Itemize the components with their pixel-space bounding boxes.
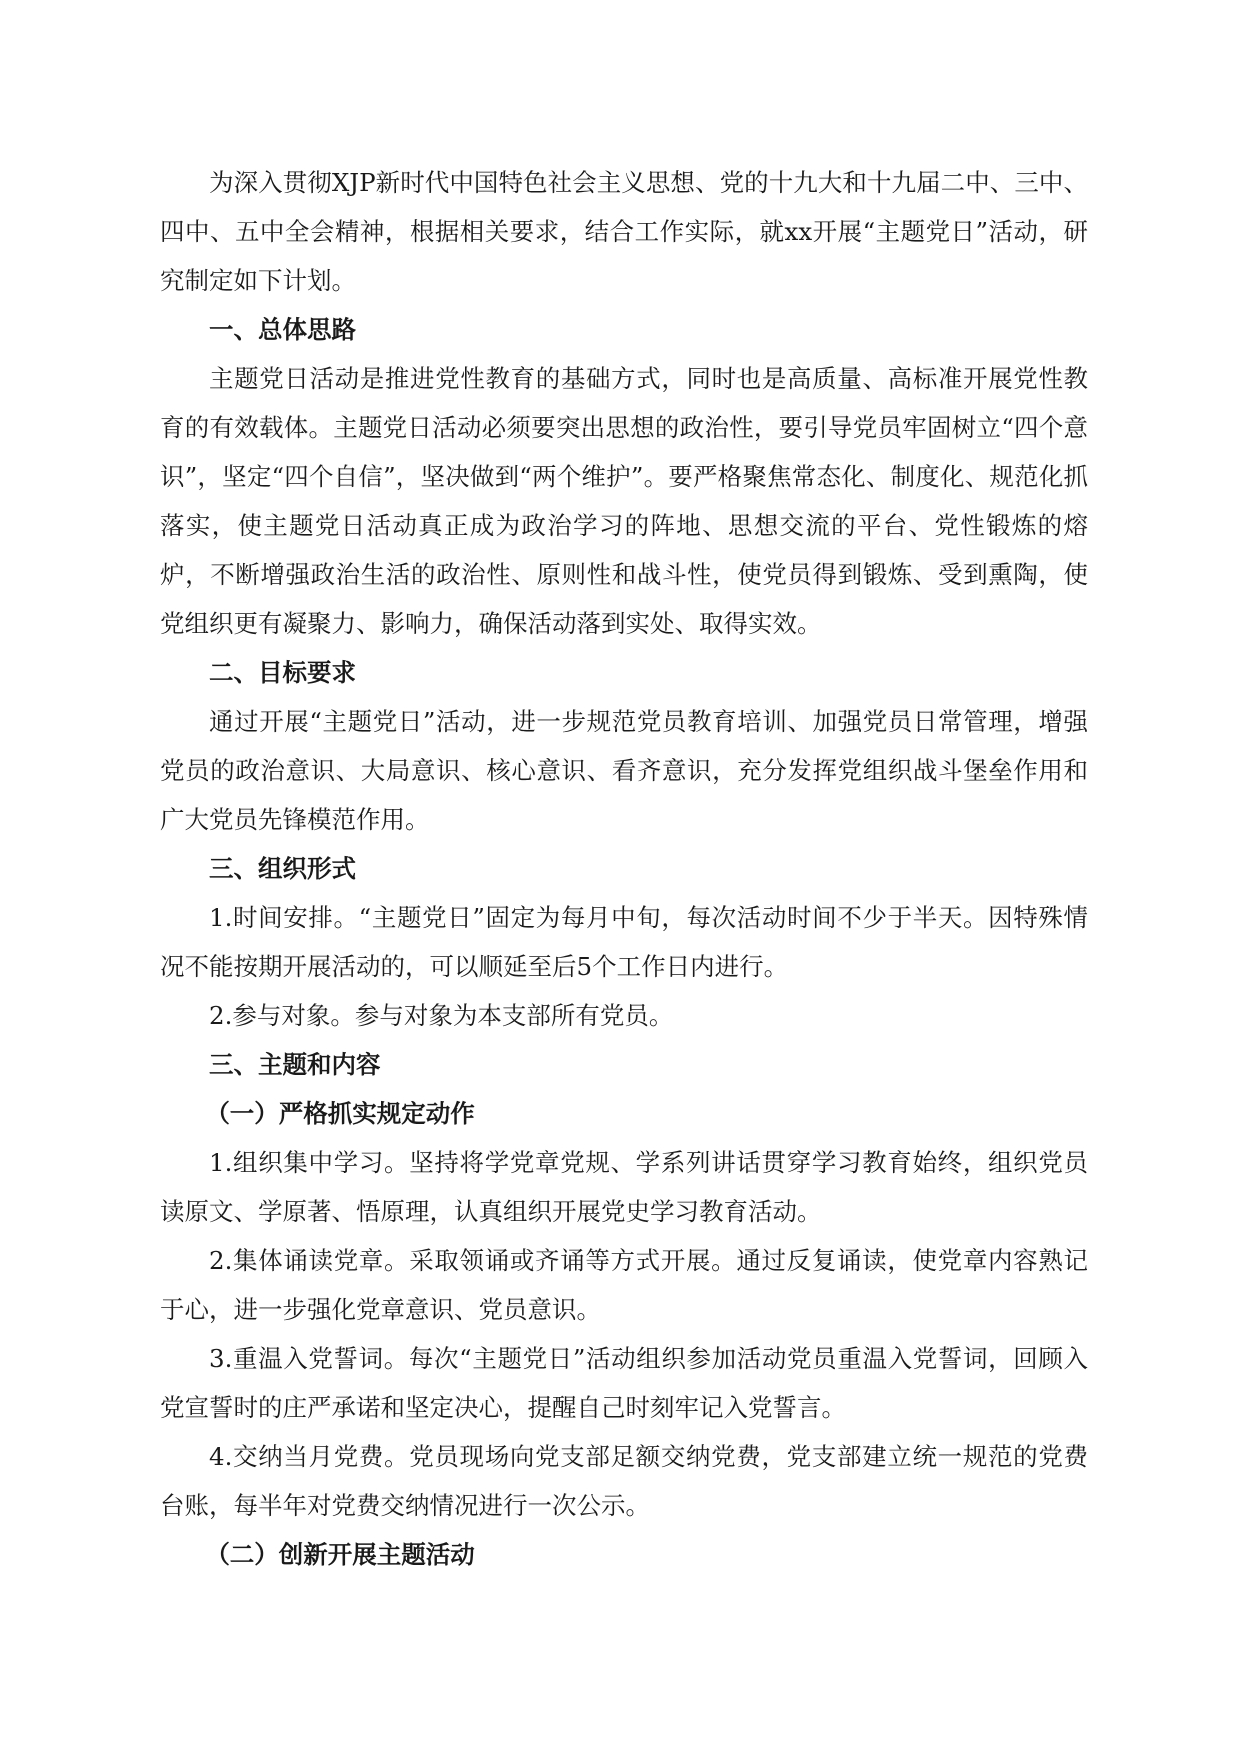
goals-paragraph: 通过开展“主题党日”活动，进一步规范党员教育培训、加强党员日常管理，增强党员的政治意识、大局意识、核心意识、看齐意识，充分发挥党组织战斗堡垒作用和广大党员先锋模范作用。: [160, 707, 1088, 834]
required-action-item-oath: 3.重温入党誓词。每次“主题党日”活动组织参加活动党员重温入党誓词，回顾入党宣誓时的庄严承诺和坚定决心，提醒自己时刻牢记入党誓言。: [160, 1344, 1088, 1422]
section-heading-organization: 三、组织形式: [209, 854, 356, 883]
section-heading-theme-content: 三、主题和内容: [209, 1050, 381, 1079]
section-heading-overall-approach: 一、总体思路: [209, 315, 356, 344]
organization-item-schedule: 1.时间安排。“主题党日”固定为每月中旬，每次活动时间不少于半天。因特殊情况不能按期开展活动的，可以顺延至后5个工作日内进行。: [160, 903, 1088, 981]
section-heading-goals: 二、目标要求: [209, 658, 356, 687]
subsection-heading-required-actions: （一）严格抓实规定动作: [205, 1099, 475, 1128]
required-action-item-recite: 2.集体诵读党章。采取领诵或齐诵等方式开展。通过反复诵读，使党章内容熟记于心，进一步强化党章意识、党员意识。: [160, 1246, 1088, 1324]
required-action-item-dues: 4.交纳当月党费。党员现场向党支部足额交纳党费，党支部建立统一规范的党费台账，每半年对党费交纳情况进行一次公示。: [160, 1442, 1088, 1520]
document-page: [160, 158, 1088, 1579]
subsection-heading-theme-activities: （二）创新开展主题活动: [205, 1540, 475, 1569]
organization-item-participants: 2.参与对象。参与对象为本支部所有党员。: [209, 1001, 674, 1030]
intro-paragraph: 为深入贯彻XJP新时代中国特色社会主义思想、党的十九大和十九届二中、三中、四中、五中全会精神，根据相关要求，结合工作实际，就xx开展“主题党日”活动，研究制定如下计划。: [160, 168, 1088, 295]
overall-approach-paragraph: 主题党日活动是推进党性教育的基础方式，同时也是高质量、高标准开展党性教育的有效载体。主题党日活动必须要突出思想的政治性，要引导党员牢固树立“四个意识”，坚定“四个自信”，坚决做到“两个维护”。要严格聚焦常态化、制度化、规范化抓落实，使主题党日活动真正成为政治学习的阵地、思想交流的平台、党性锻炼的熔炉，不断增强政治生活的政治性、原则性和战斗性，使党员得到锻炼、受到熏陶，使党组织更有凝聚力、影响力，确保活动落到实处、取得实效。: [160, 364, 1088, 638]
required-action-item-study: 1.组织集中学习。坚持将学党章党规、学系列讲话贯穿学习教育始终，组织党员读原文、学原著、悟原理，认真组织开展党史学习教育活动。: [160, 1148, 1088, 1226]
